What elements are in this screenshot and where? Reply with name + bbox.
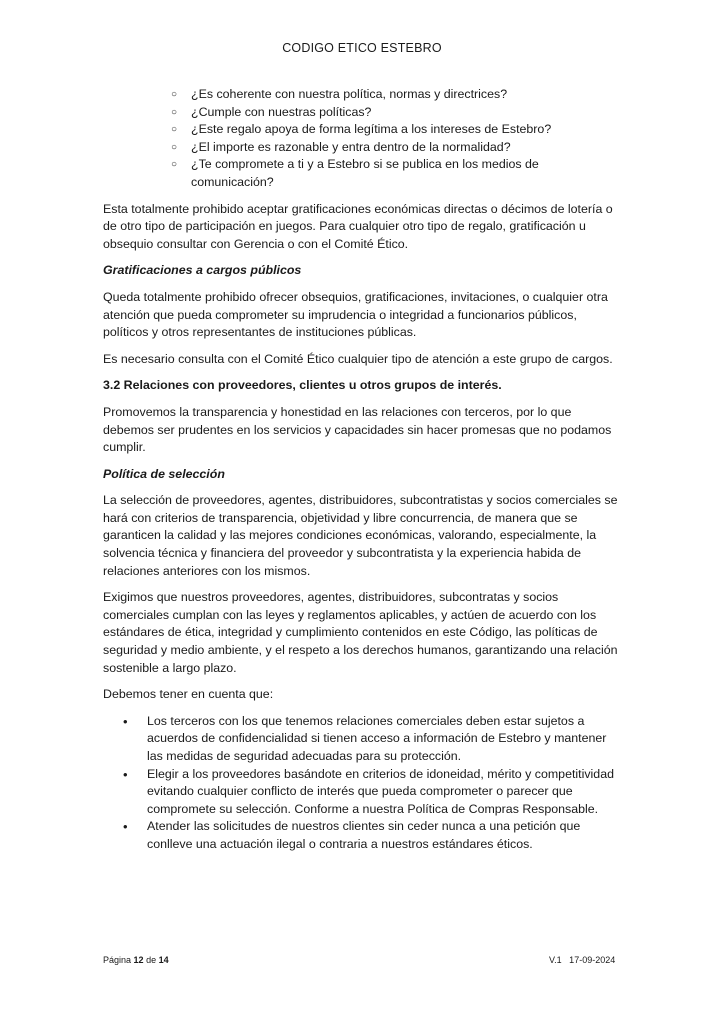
page-number [103, 955, 169, 965]
guideline-item: • Atender las solicitudes de nuestros clientes sin ceder nunca a una petición que conlleve una actuación ilegal o contraria a nuestros estándares éticos. [146, 818, 623, 853]
paragraph-selection: La selección de proveedores, agentes, distribuidores, subcontratistas y socios comerciales se hará con criterios de transparencia, objetividad y libre concurrencia, de manera que se garanticen la calidad y las mejores condiciones económicas, valorando, especialmente, la solvencia técnica y financiera del proveedor y subcontratista y la experiencia habida de relaciones anteriores con los mismos. [103, 493, 618, 578]
page-total: 14 [158, 955, 169, 965]
version-date: V.1 17-09-2024 [549, 955, 616, 965]
question-item: ○ ¿Este regalo apoya de forma legítima a los intereses de Estebro? [171, 121, 623, 139]
paragraph-consult-committee: Es necesario consulta con el Comité Ético cualquier tipo de atención a este grupo de cargos. [103, 351, 613, 366]
guideline-item: • Elegir a los proveedores basándote en criterios de idoneidad, mérito y competitividad evitando cualquier conflicto de interés que pueda comprometer o parecer que compromete su selección. Conforme a nuestra Política de Compras Responsable. [146, 766, 623, 819]
paragraph-transparency: Promovemos la transparencia y honestidad en las relaciones con terceros, por lo que debemos ser prudentes en los servicios y capacidades sin hacer promesas que no podamos cumplir. [103, 404, 612, 455]
page-label: Página [103, 955, 132, 965]
question-list [103, 86, 623, 192]
heading-public-gratifications: Gratificaciones a cargos públicos [103, 263, 302, 278]
heading-section-3-2: 3.2 Relaciones con proveedores, clientes u otros grupos de interés. [103, 378, 502, 393]
page-current: 12 [133, 955, 144, 965]
question-item: ○ ¿Te compromete a ti y a Estebro si se publica en los medios de comunicación? [171, 156, 623, 191]
page-content [103, 86, 623, 854]
question-item: ○ ¿Cumple con nuestras políticas? [171, 104, 623, 122]
question-item: ○ ¿Es coherente con nuestra política, normas y directrices? [171, 86, 623, 104]
guideline-item: • Los terceros con los que tenemos relaciones comerciales deben estar sujetos a acuerdos de confidencialidad si tienen acceso a información de Estebro y mantener las medidas de seguridad adecuadas para su protección. [146, 713, 623, 766]
guidelines-list [103, 713, 623, 854]
page-of-label: de [146, 955, 157, 965]
question-item: ○ ¿El importe es razonable y entra dentro de la normalidad? [171, 139, 623, 157]
paragraph-requirements: Exigimos que nuestros proveedores, agentes, distribuidores, subcontratas y socios comerciales cumplan con las leyes y reglamentos aplicables, y actúen de acuerdo con los estándares de ética, integridad y cumplimiento contenidos en este Código, las políticas de seguridad y medio ambiente, y el respeto a los derechos humanos, garantizando una relación sostenible a largo plazo. [103, 590, 618, 675]
heading-selection-policy: Política de selección [103, 466, 225, 481]
page-header-title: CODIGO ETICO ESTEBRO [282, 41, 442, 55]
paragraph-intro-list: Debemos tener en cuenta que: [103, 687, 274, 702]
paragraph-prohibition: Esta totalmente prohibido aceptar gratificaciones económicas directas o décimos de lotería o de otro tipo de participación en juegos. Para cualquier otro tipo de regalo, gratificación u obsequio consultar con Gerencia o con el Comité Ético. [103, 201, 613, 251]
paragraph-public-officials: Queda totalmente prohibido ofrecer obsequios, gratificaciones, invitaciones, o cualquier otra atención que pueda comprometer su imprudencia o integridad a funcionarios públicos, políticos y otros representantes de instituciones públicas. [103, 289, 608, 340]
